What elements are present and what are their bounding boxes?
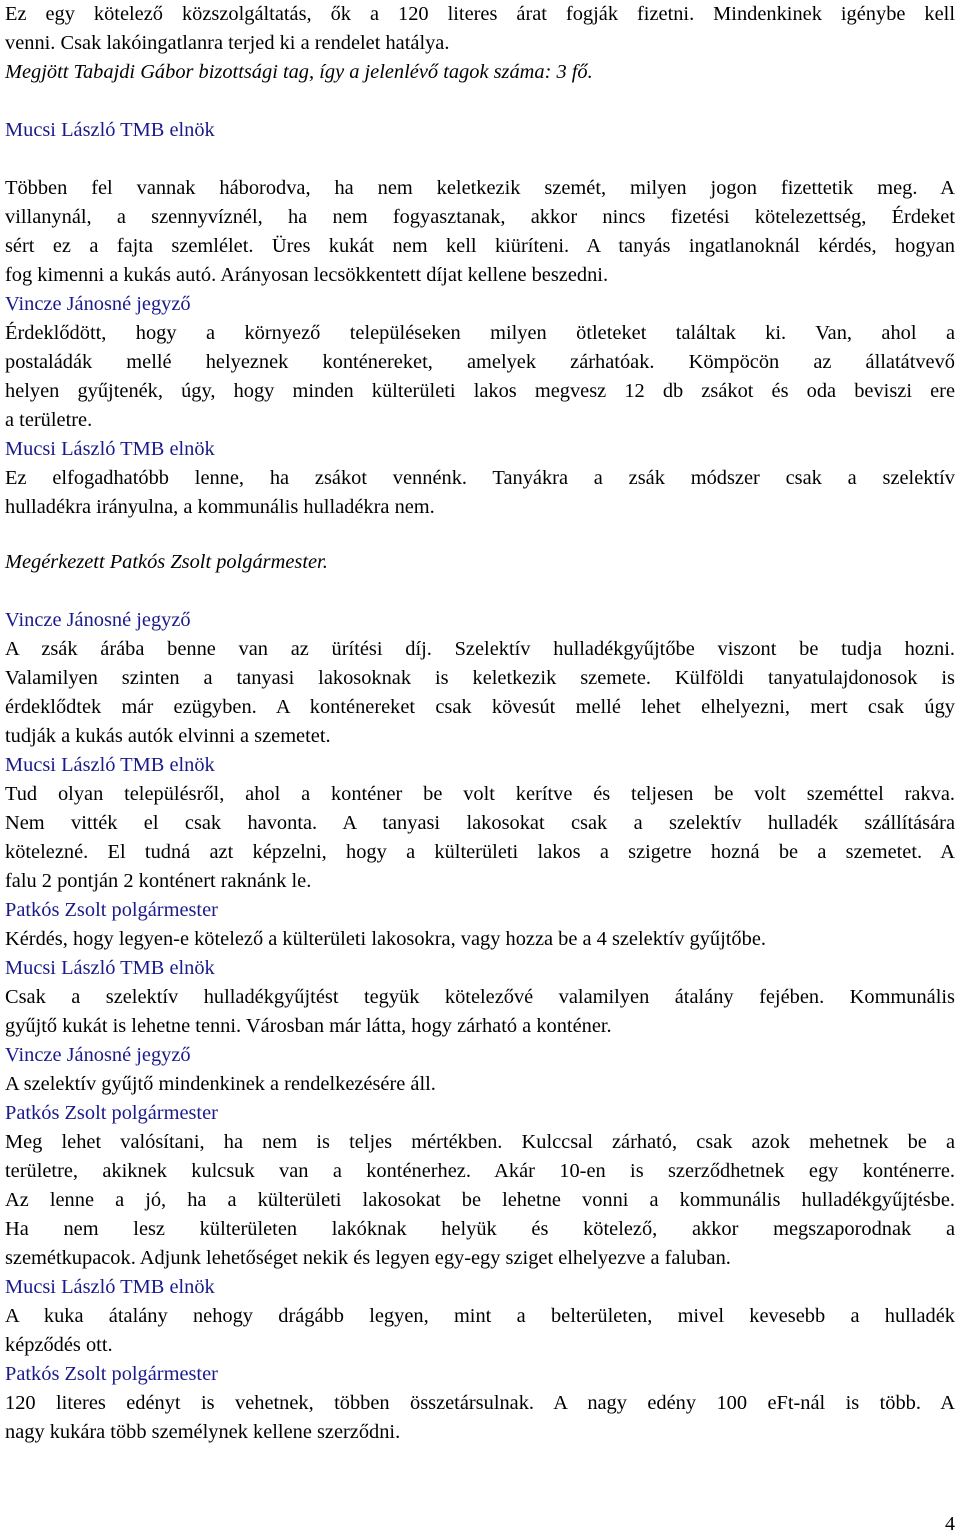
paragraph-line: területre, akiknek kulcsuk van a konténerhez. Akár 10-en is szerződhetnek egy konténerre. — [5, 1160, 955, 1182]
paragraph-line: Csak a szelektív hulladékgyűjtést tegyük kötelezővé valamilyen átalány fejében. Kommunális — [5, 986, 955, 1008]
speaker-name: Mucsi László TMB elnök — [5, 754, 215, 776]
paragraph-line: A kuka átalány nehogy drágább legyen, mint a belterületen, mivel kevesebb a hulladék — [5, 1305, 955, 1327]
paragraph-line: 120 literes edényt is vehetnek, többen összetársulnak. A nagy edény 100 eFt-nál is több. A — [5, 1392, 955, 1414]
paragraph-line: Meg lehet valósítani, ha nem is teljes mértékben. Kulccsal zárható, csak azok mehetnek be a — [5, 1131, 955, 1153]
paragraph-line: szemétkupacok. Adjunk lehetőséget nekik és legyen egy-egy sziget elhelyezve a faluban. — [5, 1247, 731, 1269]
paragraph-line: Érdeklődött, hogy a környező településeken milyen ötleteket találtak ki. Van, ahol a — [5, 322, 955, 344]
speaker-name: Mucsi László TMB elnök — [5, 438, 215, 460]
paragraph-line: képződés ott. — [5, 1334, 113, 1356]
paragraph-line: fog kimenni a kukás autó. Arányosan lecsökkentett díjat kellene beszedni. — [5, 264, 609, 286]
paragraph-line: Ez elfogadhatóbb lenne, ha zsákot vennénk. Tanyákra a zsák módszer csak a szelektív — [5, 467, 955, 489]
paragraph-line: helyen gyűjtenék, úgy, hogy minden külterületi lakos megvesz 12 db zsákot és oda beviszi ere — [5, 380, 955, 402]
paragraph-line: érdeklődtek már ezügyben. A konténereket csak kövesút mellé lehet elhelyezni, mert csak úgy — [5, 696, 955, 718]
speaker-name: Patkós Zsolt polgármester — [5, 1102, 218, 1124]
paragraph-line: Az lenne a jó, ha a külterületi lakosokat be lehetne vonni a kommunális hulladékgyűjtésbe. — [5, 1189, 955, 1211]
paragraph-line: postaládák mellé helyeznek konténereket, amelyek zárhatóak. Kömpöcön az állatátvevő — [5, 351, 955, 373]
paragraph-line: Tud olyan településről, ahol a konténer be volt kerítve és teljesen be volt szeméttel rakva. — [5, 783, 955, 805]
speaker-name: Vincze Jánosné jegyző — [5, 293, 191, 315]
paragraph-line: kötelezné. El tudná azt képzelni, hogy a külterületi lakos a szigetre hozná be a szemetet. A — [5, 841, 955, 863]
attendance-note: Megjött Tabajdi Gábor bizottsági tag, így a jelenlévő tagok száma: 3 fő. — [5, 61, 593, 83]
paragraph-line: falu 2 pontján 2 konténert raknánk le. — [5, 870, 312, 892]
speaker-name: Vincze Jánosné jegyző — [5, 609, 191, 631]
paragraph-line: hulladékra irányulna, a kommunális hulladékra nem. — [5, 496, 435, 518]
speaker-name: Mucsi László TMB elnök — [5, 957, 215, 979]
paragraph-line: a területre. — [5, 409, 93, 431]
paragraph-line: Kérdés, hogy legyen-e kötelező a külterületi lakosokra, vagy hozza be a 4 szelektív gyűjtőbe. — [5, 928, 766, 950]
paragraph-line: A szelektív gyűjtő mindenkinek a rendelkezésére áll. — [5, 1073, 436, 1095]
paragraph-line: venni. Csak lakóingatlanra terjed ki a rendelet hatálya. — [5, 32, 450, 54]
paragraph-line: Valamilyen szinten a tanyasi lakosoknak is keletkezik szemete. Külföldi tanyatulajdonosok is — [5, 667, 955, 689]
paragraph-line: sért ez a fajta szemlélet. Üres kukát nem kell kiüríteni. A tanyás ingatlanoknál kérdés, hogyan — [5, 235, 955, 257]
paragraph-line: tudják a kukás autók elvinni a szemetet. — [5, 725, 331, 747]
paragraph-line: A zsák árába benne van az ürítési díj. Szelektív hulladékgyűjtőbe viszont be tudja hozni. — [5, 638, 955, 660]
speaker-name: Vincze Jánosné jegyző — [5, 1044, 191, 1066]
paragraph-line: Többen fel vannak háborodva, ha nem keletkezik szemét, milyen jogon fizettetik meg. A — [5, 177, 955, 199]
paragraph-line: nagy kukára több személynek kellene szerződni. — [5, 1421, 401, 1443]
speaker-name: Mucsi László TMB elnök — [5, 119, 215, 141]
speaker-name: Mucsi László TMB elnök — [5, 1276, 215, 1298]
speaker-name: Patkós Zsolt polgármester — [5, 899, 218, 921]
page-number: 4 — [945, 1513, 955, 1535]
paragraph-line: Ha nem lesz külterületen lakóknak helyük és kötelező, akkor megszaporodnak a — [5, 1218, 955, 1240]
speaker-name: Patkós Zsolt polgármester — [5, 1363, 218, 1385]
paragraph-line: villanynál, a szennyvíznél, ha nem fogyasztanak, akkor nincs fizetési kötelezettség, Érdeket — [5, 206, 955, 228]
paragraph-line: Ez egy kötelező közszolgáltatás, ők a 120 literes árat fogják fizetni. Mindenkinek igénybe kell — [5, 3, 955, 25]
attendance-note: Megérkezett Patkós Zsolt polgármester. — [5, 551, 328, 573]
paragraph-line: gyűjtő kukát is lehetne tenni. Városban már látta, hogy zárható a konténer. — [5, 1015, 612, 1037]
paragraph-line: Nem vitték el csak havonta. A tanyasi lakosokat csak a szelektív hulladék szállítására — [5, 812, 955, 834]
